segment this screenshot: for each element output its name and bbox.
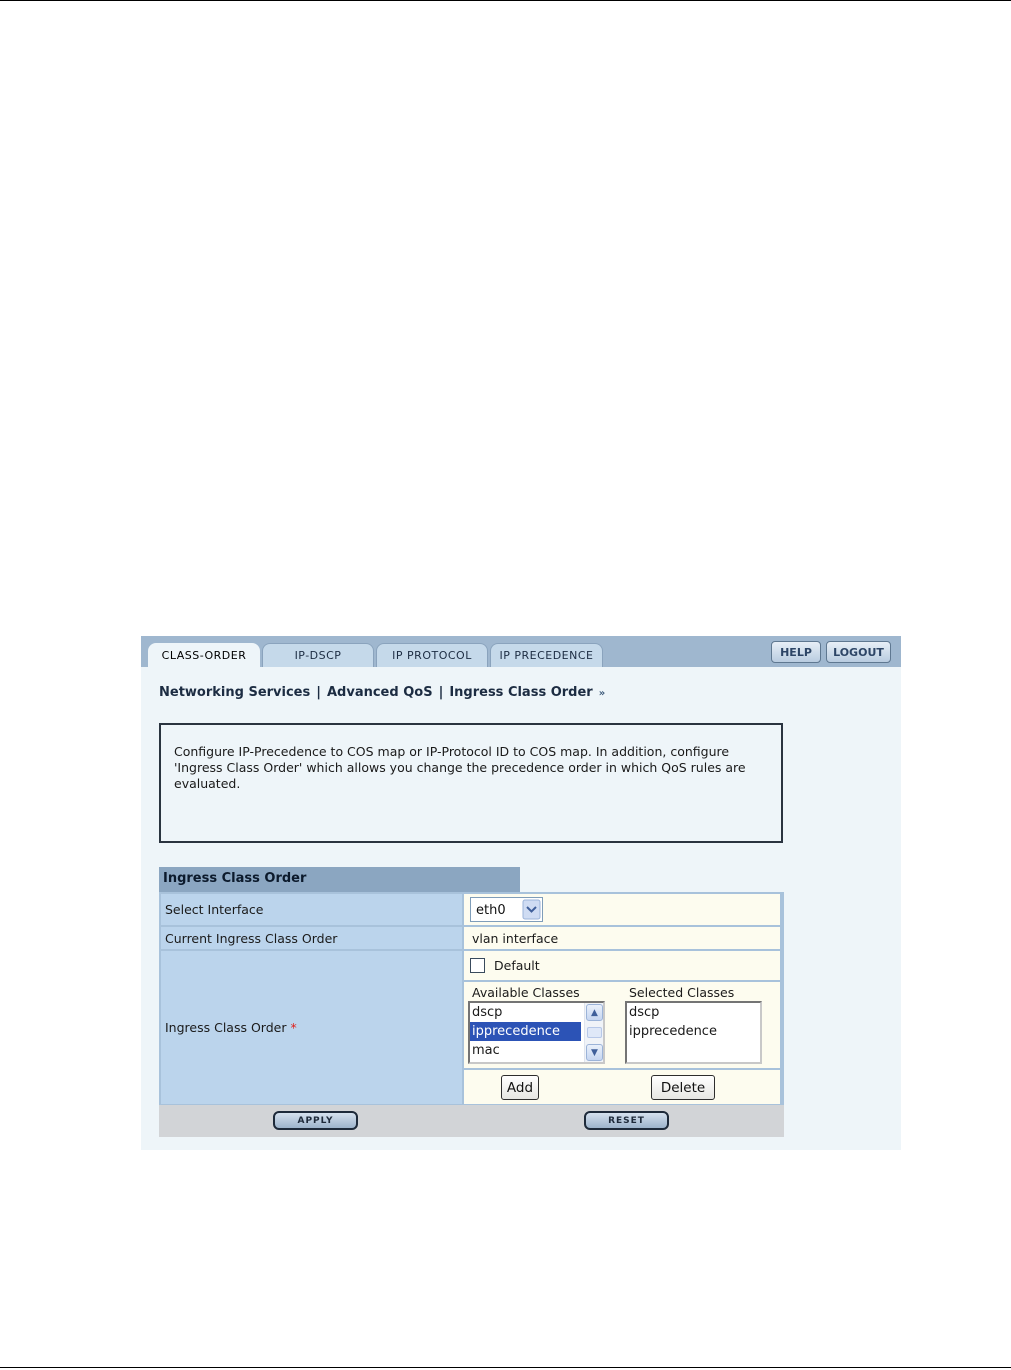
list-item[interactable]: ipprecedence <box>470 1022 581 1041</box>
page-bottom-rule <box>0 1367 1011 1368</box>
section-title: Ingress Class Order <box>163 871 307 886</box>
chevron-down-icon[interactable] <box>523 900 540 919</box>
list-item[interactable]: ipprecedence <box>629 1024 717 1039</box>
selected-classes-list[interactable] <box>625 1001 762 1064</box>
current-order-value: vlan interface <box>464 927 780 949</box>
app-window <box>141 636 901 1150</box>
available-classes-list[interactable] <box>468 1001 605 1064</box>
default-cell <box>464 951 780 980</box>
description-box <box>159 723 783 843</box>
breadcrumb-separator: | <box>316 685 321 700</box>
scroll-up-icon[interactable]: ▲ <box>586 1004 603 1021</box>
page-top-rule <box>0 0 1011 1</box>
tab-ip-precedence[interactable]: IP PRECEDENCE <box>490 643 603 667</box>
tab-ip-protocol[interactable]: IP PROTOCOL <box>376 643 488 667</box>
required-marker: * <box>290 1020 297 1035</box>
add-button[interactable]: Add <box>501 1075 539 1100</box>
tab-class-order[interactable]: CLASS-ORDER <box>148 643 260 667</box>
scroll-down-icon[interactable]: ▼ <box>586 1044 603 1061</box>
logout-button[interactable]: LOGOUT <box>826 641 891 663</box>
scrollbar-thumb[interactable] <box>587 1027 602 1038</box>
breadcrumb-advanced-qos[interactable]: Advanced QoS <box>326 685 433 700</box>
delete-button[interactable]: Delete <box>651 1075 715 1100</box>
default-checkbox-label: Default <box>494 958 540 973</box>
breadcrumb <box>159 685 605 700</box>
tab-bar <box>141 636 901 667</box>
current-order-label: Current Ingress Class Order <box>161 927 462 949</box>
reset-button[interactable]: RESET <box>584 1111 669 1130</box>
interface-select-value: eth0 <box>476 903 506 918</box>
section-header <box>159 867 520 892</box>
list-item[interactable]: mac <box>472 1043 500 1058</box>
ingress-order-label: Ingress Class Order <box>165 1020 287 1035</box>
breadcrumb-separator: | <box>438 685 444 700</box>
list-item[interactable]: dscp <box>472 1005 503 1020</box>
help-button[interactable]: HELP <box>771 641 821 663</box>
default-checkbox[interactable] <box>470 958 485 973</box>
breadcrumb-ingress-class-order: Ingress Class Order <box>449 685 593 700</box>
class-lists-cell <box>464 982 780 1068</box>
available-classes-title: Available Classes <box>472 985 580 1000</box>
description-text: Configure IP-Precedence to COS map or IP-Protocol ID to COS map. In addition, configure 'Ingress Class Order' which allows you change the precedence order in which QoS rules are evaluated. <box>174 744 746 791</box>
list-item[interactable]: dscp <box>629 1005 660 1020</box>
apply-button[interactable]: APPLY <box>273 1111 358 1130</box>
select-interface-cell <box>464 894 780 925</box>
ingress-order-label-cell <box>161 951 462 1104</box>
tab-ip-dscp[interactable]: IP-DSCP <box>262 643 374 667</box>
select-interface-label: Select Interface <box>161 894 462 925</box>
add-delete-cell <box>464 1070 780 1104</box>
ingress-class-order-form <box>159 892 784 1105</box>
interface-select[interactable] <box>470 897 543 922</box>
selected-classes-title: Selected Classes <box>629 985 735 1000</box>
scrollbar[interactable] <box>584 1003 603 1062</box>
form-footer <box>159 1105 784 1137</box>
double-chevron-right-icon: » <box>598 688 606 699</box>
breadcrumb-networking-services[interactable]: Networking Services <box>159 685 311 700</box>
